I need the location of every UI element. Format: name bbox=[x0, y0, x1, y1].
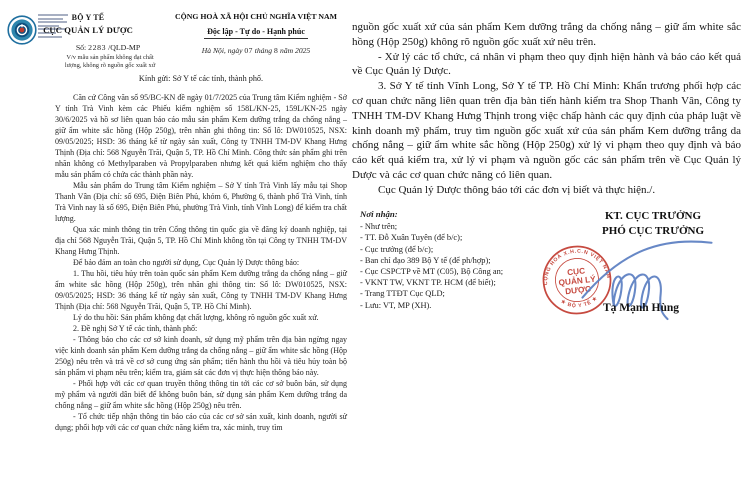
signer-title: KT. CỤC TRƯỞNG bbox=[604, 210, 702, 222]
subject-line: lượng, không rõ nguồn gốc xuất xứ bbox=[64, 61, 156, 69]
body-paragraph: - Tổ chức tiếp nhận thông tin báo cáo của các cơ sở sản xuất, kinh doanh, người sử dụng; phối hợp với các cơ quan chức năng kiểm tra, xác minh, truy tìm bbox=[55, 412, 347, 432]
date-month: 8 bbox=[273, 46, 279, 55]
recipients-block bbox=[360, 209, 552, 311]
date-prefix: Hà Nội, ngày bbox=[201, 46, 243, 55]
stamp-center-line-1: CỤC bbox=[566, 266, 586, 278]
body-paragraph: 2. Đề nghị Sở Y tế các tỉnh, thành phố: bbox=[73, 324, 198, 333]
agency-parent: BỘ Y TẾ bbox=[71, 13, 105, 22]
doc-number-suffix: /QLD-MP bbox=[108, 43, 141, 52]
recipient-item: - Ban chỉ đạo 389 Bộ Y tế (để ph/hợp); bbox=[360, 255, 491, 265]
body-paragraph: Cục Quản lý Dược thông báo tới các đơn vị biết và thực hiện./. bbox=[378, 183, 656, 196]
stamp-arc-top-text: CỘNG HOÀ X.H.C.N VIỆT NAM bbox=[543, 248, 612, 286]
date-day: 07 bbox=[244, 46, 253, 55]
subject-line: V/v mẫu sản phẩm không đạt chất bbox=[66, 54, 154, 61]
body-paragraph: - Phối hợp với các cơ quan truyền thông thông tin tới các cơ sở buôn bán, sử dụng mỹ phẩm và người dân biết để không buôn bán, sử dụng sản phẩm Kem dưỡng trắng da chống nắng – giữ ẩm white sắc hồng (Hộp 250g) nêu trên. bbox=[55, 379, 347, 410]
recipient-item: - VKNT TW, VKNT TP. HCM (để biết); bbox=[360, 278, 496, 288]
body-paragraph: 1. Thu hồi, tiêu hủy trên toàn quốc sản phẩm Kem dưỡng trắng da chống nắng – giữ ẩm white sắc hồng (Hộp 250g), trên nhãn ghi thông tin: Số lô: DW010525, NSX: 09/05/2025; HSD: 36 tháng kể từ ngày sản xuất, Công ty TNHH TM-DV Khang Hưng Thịnh (Địa chỉ: 568 Nguyễn Trãi, Quận 5, TP. Hồ Chí Minh). bbox=[55, 269, 347, 311]
recipient-item: - Như trên; bbox=[360, 222, 398, 232]
body-paragraph: Lý do thu hồi: Sản phẩm không đạt chất lượng, không rõ nguồn gốc xuất xứ. bbox=[73, 313, 319, 322]
page-1-body bbox=[55, 92, 347, 433]
stamp-center-line-3: DƯỢC bbox=[564, 284, 592, 297]
body-paragraph: 3. Sở Y tế tỉnh Vĩnh Long, Sở Y tế TP. Hồ Chí Minh: Khẩn trương phối hợp các cơ quan chức năng liên quan trên địa bàn tiến hành kiểm tra Shop Thanh Vân, Công ty TNHH TM-DV Khang Hưng Thịnh trong việc chấp hành các quy định của pháp luật về kinh doanh mỹ phẩm, truy tìm nguồn gốc xuất xứ của sản phẩm Kem dưỡng trắng da chống nắng – giữ ẩm white sắc hồng (Hộp 250g) xử lý vi phạm theo quy định và báo cáo kết quả kiểm tra, xử lý vi phạm và nguồn gốc các sản phẩm trên về Cục Quản lý Dược và các cơ quan chức năng có liên quan. bbox=[352, 80, 741, 181]
recipient-item: - Cục trưởng (để b/c); bbox=[360, 244, 434, 254]
recipient-item: - Lưu: VT, MP (XH). bbox=[360, 300, 432, 310]
national-header-block bbox=[166, 12, 346, 55]
issuing-agency-block bbox=[18, 13, 158, 35]
recipient-item: - Trang TTĐT Cục QLD; bbox=[360, 289, 445, 299]
recipients-label: Nơi nhận: bbox=[360, 209, 398, 219]
recipient-item: - TT. Đỗ Xuân Tuyên (để b/c); bbox=[360, 233, 463, 243]
page-2-body bbox=[352, 20, 741, 198]
body-paragraph: - Thông báo cho các cơ sở kinh doanh, sử dụng mỹ phẩm trên địa bàn ngừng ngay việc kinh doanh sản phẩm Kem dưỡng trắng da chống nắng – giữ ẩm white sắc hồng (Hộp 250g) nêu trên và trả về cơ sở cung ứng sản phẩm; tiến hành thu hồi và tiêu hủy toàn bộ sản phẩm vi phạm nêu trên; kiểm tra, giám sát các đơn vị thực hiện thông báo này. bbox=[55, 335, 347, 377]
national-title: CỘNG HOÀ XÃ HỘI CHỦ NGHĨA VIỆT NAM bbox=[175, 12, 337, 21]
body-paragraph: Mẫu sản phẩm do Trung tâm Kiểm nghiệm – Sở Y tỉnh Trà Vinh lấy mẫu tại Shop Thanh Vân (Địa chỉ: số 695, Điện Biên Phủ, khóm 6, Phường 6, thành phố Trà Vinh, tỉnh Trà Vinh nay là số 695, Điện Biên Phủ, phường Trà Vinh, tỉnh Vĩnh Long) để kiểm tra chất lượng. bbox=[55, 181, 347, 223]
stamp-arc-bottom-text: ★ BỘ Y TẾ ★ bbox=[559, 295, 600, 310]
body-paragraph: nguồn gốc xuất xứ của sản phẩm Kem dưỡng trắng da chống nắng – giữ ẩm white sắc hồng (Hộp 250g) không rõ nguồn gốc xuất xứ nêu trên. bbox=[352, 21, 741, 48]
signer-name: Tạ Mạnh Hùng bbox=[602, 302, 680, 314]
body-paragraph: Qua xác minh thông tin trên Cổng thông tin quốc gia về đăng ký doanh nghiệp, tại địa chỉ 568 Nguyễn Trãi, Quận 5, TP. Hồ Chí Minh không tồn tại Công ty TNHH TM-DV Khang Hưng Thịnh. bbox=[55, 225, 347, 256]
date-mid: tháng bbox=[254, 46, 273, 55]
doc-number-label: Số: bbox=[75, 43, 87, 52]
date-suffix: năm 2025 bbox=[280, 46, 311, 55]
national-motto: Độc lập - Tự do - Hạnh phúc bbox=[204, 27, 308, 39]
salutation: Kính gửi: Sở Y tế các tỉnh, thành phố. bbox=[138, 74, 264, 83]
body-paragraph: Để bảo đảm an toàn cho người sử dụng, Cục Quản lý Dược thông báo: bbox=[73, 258, 300, 267]
body-paragraph: Căn cứ Công văn số 95/BC-KN đề ngày 01/7/2025 của Trung tâm Kiểm nghiệm - Sở Y tỉnh Trà Vinh kèm các Phiếu kiểm nghiệm số 158L/KN-25, 159L/KN-25 ngày 30/6/2025 và hồ sơ liên quan báo cáo mẫu sản phẩm Kem dưỡng trắng da chống nắng – giữ ẩm white sắc hồng (Hộp 250g), trên nhãn ghi thông tin: Số lô: DW010525, NSX: 09/05/2025; HSD: 36 tháng kể từ ngày sản xuất, Công ty TNHH TM-DV Khang Hưng Thịnh (Địa chỉ: 568 Nguyễn Trãi, Quận 5, TP. Hồ Chí Minh. Công thức sản phẩm ghi trên nhãn không có Methylparaben và Propylparaben nhưng kết quả kiểm nghiệm cho thấy mẫu sản phẩm có chứa các thành phần này. bbox=[55, 93, 347, 179]
stamp-center-line-2: QUẢN LÝ bbox=[558, 274, 597, 288]
body-paragraph: - Xử lý các tổ chức, cá nhân vi phạm theo quy định hiện hành và báo cáo kết quả về Cục Quản lý Dược. bbox=[352, 50, 741, 78]
agency-name: CỤC QUẢN LÝ DƯỢC bbox=[43, 25, 133, 35]
date-line bbox=[166, 46, 346, 55]
recipient-item: - Cục CSPCTP về MT (C05), Bộ Công an; bbox=[360, 267, 504, 277]
document-subject bbox=[34, 54, 186, 69]
signer-title: PHÓ CỤC TRƯỞNG bbox=[601, 224, 705, 237]
doc-number-value: 2283 bbox=[88, 43, 107, 52]
document-number bbox=[28, 43, 188, 52]
